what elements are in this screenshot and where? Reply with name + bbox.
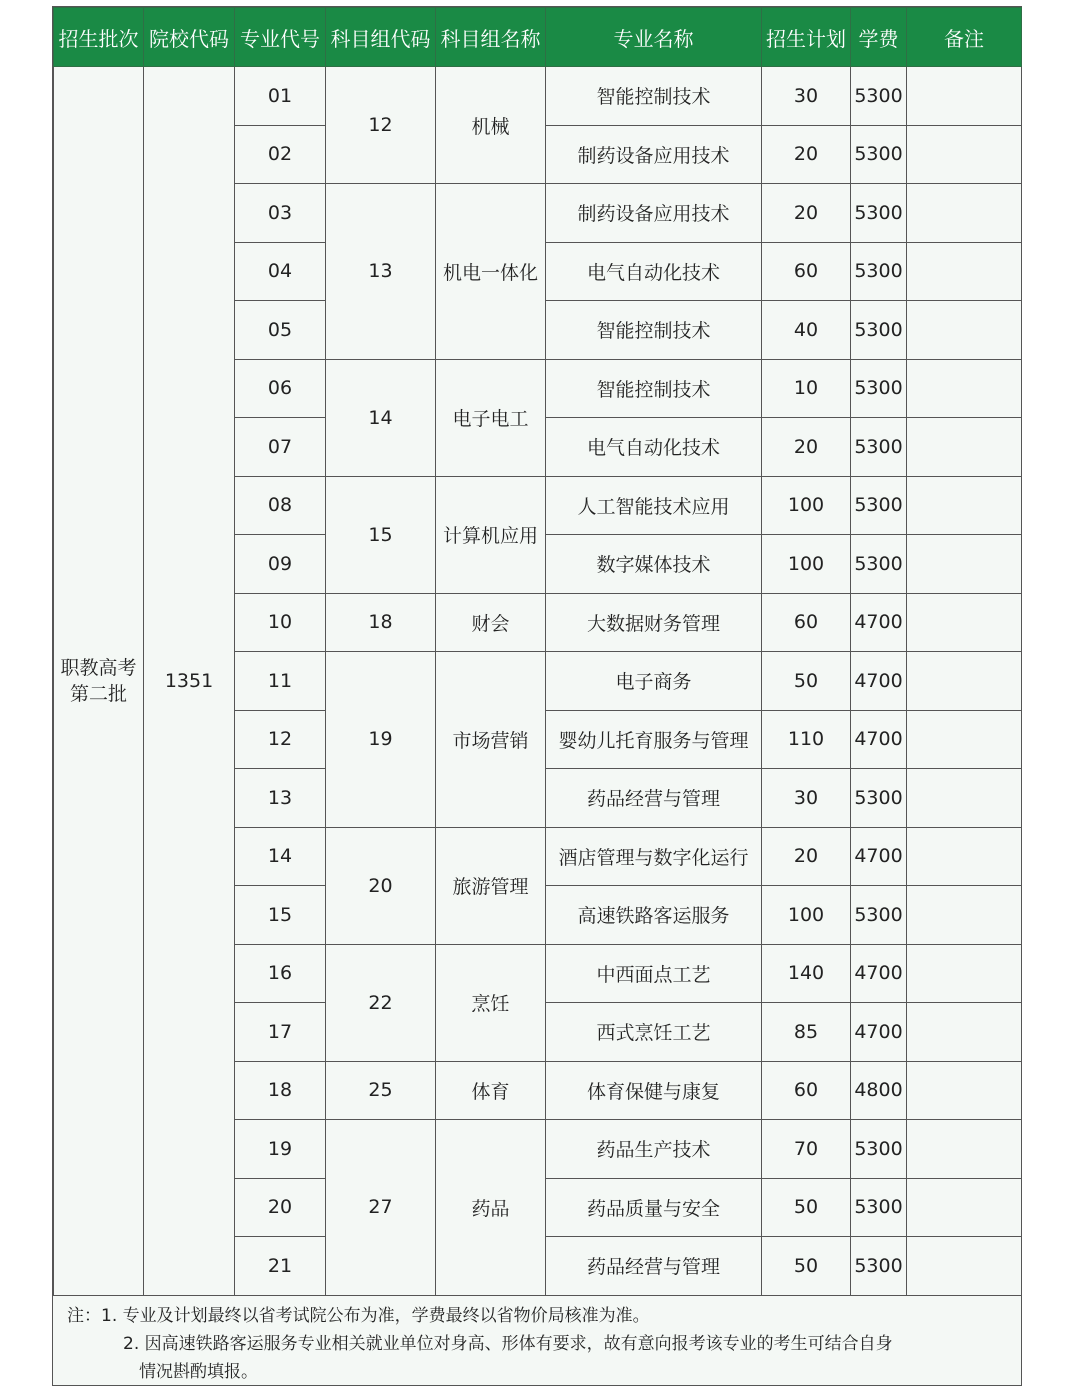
major-id-cell: 09 (235, 535, 326, 594)
header-group-code: 科目组代码 (326, 8, 436, 67)
plan-cell: 20 (762, 418, 851, 477)
major-name-cell: 药品经营与管理 (546, 769, 762, 828)
major-name-cell: 智能控制技术 (546, 301, 762, 360)
remark-cell (907, 1120, 1022, 1179)
header-school-code: 院校代码 (144, 8, 235, 67)
fee-cell: 5300 (851, 1178, 907, 1237)
remark-cell (907, 359, 1022, 418)
fee-cell: 5300 (851, 359, 907, 418)
plan-cell: 40 (762, 301, 851, 360)
group-name-cell: 药品 (436, 1120, 546, 1296)
major-name-cell: 药品经营与管理 (546, 1237, 762, 1296)
fee-cell: 4700 (851, 652, 907, 711)
major-name-cell: 婴幼儿托育服务与管理 (546, 710, 762, 769)
plan-cell: 20 (762, 184, 851, 243)
group-name-cell: 电子电工 (436, 359, 546, 476)
major-name-cell: 制药设备应用技术 (546, 184, 762, 243)
remark-cell (907, 242, 1022, 301)
major-name-cell: 制药设备应用技术 (546, 125, 762, 184)
batch-line: 职教高考 (60, 656, 137, 679)
remark-cell (907, 301, 1022, 360)
major-id-cell: 03 (235, 184, 326, 243)
table-body (54, 67, 1022, 1296)
major-id-cell: 18 (235, 1061, 326, 1120)
fee-cell: 5300 (851, 67, 907, 126)
fee-cell: 5300 (851, 535, 907, 594)
header-batch: 招生批次 (54, 8, 144, 67)
notes (53, 1294, 1021, 1384)
plan-cell: 60 (762, 242, 851, 301)
header-major-name: 专业名称 (546, 8, 762, 67)
remark-cell (907, 125, 1022, 184)
plan-cell: 100 (762, 535, 851, 594)
plan-cell: 50 (762, 1178, 851, 1237)
major-name-cell: 体育保健与康复 (546, 1061, 762, 1120)
group-code-cell: 12 (326, 67, 436, 184)
major-id-cell: 07 (235, 418, 326, 477)
major-name-cell: 数字媒体技术 (546, 535, 762, 594)
plan-cell: 110 (762, 710, 851, 769)
fee-cell: 5300 (851, 301, 907, 360)
major-id-cell: 14 (235, 827, 326, 886)
group-code-cell: 25 (326, 1061, 436, 1120)
plan-cell: 60 (762, 1061, 851, 1120)
major-id-cell: 05 (235, 301, 326, 360)
fee-cell: 4700 (851, 827, 907, 886)
fee-cell: 5300 (851, 184, 907, 243)
admissions-plan-table (53, 7, 1022, 1296)
major-name-cell: 药品生产技术 (546, 1120, 762, 1179)
fee-cell: 4800 (851, 1061, 907, 1120)
group-name-cell: 旅游管理 (436, 827, 546, 944)
group-code-cell: 19 (326, 652, 436, 828)
major-id-cell: 19 (235, 1120, 326, 1179)
major-name-cell: 智能控制技术 (546, 359, 762, 418)
major-id-cell: 21 (235, 1237, 326, 1296)
group-name-cell: 市场营销 (436, 652, 546, 828)
group-code-cell: 15 (326, 476, 436, 593)
group-name-cell: 烹饪 (436, 944, 546, 1061)
remark-cell (907, 1003, 1022, 1062)
major-name-cell: 西式烹饪工艺 (546, 1003, 762, 1062)
major-id-cell: 10 (235, 593, 326, 652)
major-id-cell: 11 (235, 652, 326, 711)
major-id-cell: 01 (235, 67, 326, 126)
remark-cell (907, 886, 1022, 945)
batch-line: 第二批 (69, 682, 127, 705)
fee-cell: 5300 (851, 1120, 907, 1179)
plan-cell: 50 (762, 652, 851, 711)
major-id-cell: 16 (235, 944, 326, 1003)
header-row (54, 8, 1022, 67)
remark-cell (907, 710, 1022, 769)
major-name-cell: 大数据财务管理 (546, 593, 762, 652)
major-name-cell: 药品质量与安全 (546, 1178, 762, 1237)
major-id-cell: 13 (235, 769, 326, 828)
note-line-2: 2. 因高速铁路客运服务专业相关就业单位对身高、形体有要求，故有意向报考该专业的考生可结合自身 (123, 1334, 893, 1354)
batch-cell (54, 67, 144, 1296)
group-code-cell: 13 (326, 184, 436, 360)
note-line-1: 注：1. 专业及计划最终以省考试院公布为准，学费最终以省物价局核准为准。 (67, 1306, 650, 1326)
fee-cell: 5300 (851, 886, 907, 945)
major-id-cell: 08 (235, 476, 326, 535)
remark-cell (907, 593, 1022, 652)
header-remark: 备注 (907, 8, 1022, 67)
remark-cell (907, 1237, 1022, 1296)
major-name-cell: 酒店管理与数字化运行 (546, 827, 762, 886)
major-name-cell: 电气自动化技术 (546, 242, 762, 301)
fee-cell: 5300 (851, 1237, 907, 1296)
group-name-cell: 机械 (436, 67, 546, 184)
fee-cell: 5300 (851, 125, 907, 184)
fee-cell: 4700 (851, 593, 907, 652)
plan-cell: 50 (762, 1237, 851, 1296)
header-major-id: 专业代号 (235, 8, 326, 67)
major-id-cell: 06 (235, 359, 326, 418)
fee-cell: 5300 (851, 242, 907, 301)
fee-cell: 4700 (851, 944, 907, 1003)
major-id-cell: 20 (235, 1178, 326, 1237)
major-id-cell: 02 (235, 125, 326, 184)
fee-cell: 5300 (851, 418, 907, 477)
group-name-cell: 计算机应用 (436, 476, 546, 593)
admissions-plan-sheet (52, 6, 1022, 1386)
remark-cell (907, 1061, 1022, 1120)
header-fee: 学费 (851, 8, 907, 67)
fee-cell: 4700 (851, 710, 907, 769)
remark-cell (907, 652, 1022, 711)
group-code-cell: 27 (326, 1120, 436, 1296)
plan-cell: 140 (762, 944, 851, 1003)
major-name-cell: 电气自动化技术 (546, 418, 762, 477)
plan-cell: 20 (762, 125, 851, 184)
group-code-cell: 18 (326, 593, 436, 652)
plan-cell: 10 (762, 359, 851, 418)
plan-cell: 30 (762, 769, 851, 828)
group-name-cell: 财会 (436, 593, 546, 652)
major-name-cell: 中西面点工艺 (546, 944, 762, 1003)
major-id-cell: 12 (235, 710, 326, 769)
plan-cell: 70 (762, 1120, 851, 1179)
plan-cell: 85 (762, 1003, 851, 1062)
plan-cell: 100 (762, 476, 851, 535)
remark-cell (907, 535, 1022, 594)
major-name-cell: 人工智能技术应用 (546, 476, 762, 535)
major-id-cell: 15 (235, 886, 326, 945)
plan-cell: 20 (762, 827, 851, 886)
group-name-cell: 体育 (436, 1061, 546, 1120)
remark-cell (907, 476, 1022, 535)
group-code-cell: 20 (326, 827, 436, 944)
header-plan: 招生计划 (762, 8, 851, 67)
group-name-cell: 机电一体化 (436, 184, 546, 360)
major-name-cell: 智能控制技术 (546, 67, 762, 126)
major-name-cell: 高速铁路客运服务 (546, 886, 762, 945)
plan-cell: 60 (762, 593, 851, 652)
fee-cell: 5300 (851, 476, 907, 535)
remark-cell (907, 184, 1022, 243)
remark-cell (907, 944, 1022, 1003)
plan-cell: 30 (762, 67, 851, 126)
school-code-cell: 1351 (144, 67, 235, 1296)
major-id-cell: 17 (235, 1003, 326, 1062)
plan-cell: 100 (762, 886, 851, 945)
remark-cell (907, 67, 1022, 126)
header-group-name: 科目组名称 (436, 8, 546, 67)
note-line-3: 情况斟酌填报。 (139, 1362, 258, 1382)
table-row (54, 67, 1022, 126)
group-code-cell: 22 (326, 944, 436, 1061)
fee-cell: 4700 (851, 1003, 907, 1062)
major-name-cell: 电子商务 (546, 652, 762, 711)
major-id-cell: 04 (235, 242, 326, 301)
remark-cell (907, 827, 1022, 886)
remark-cell (907, 418, 1022, 477)
group-code-cell: 14 (326, 359, 436, 476)
fee-cell: 5300 (851, 769, 907, 828)
remark-cell (907, 1178, 1022, 1237)
remark-cell (907, 769, 1022, 828)
